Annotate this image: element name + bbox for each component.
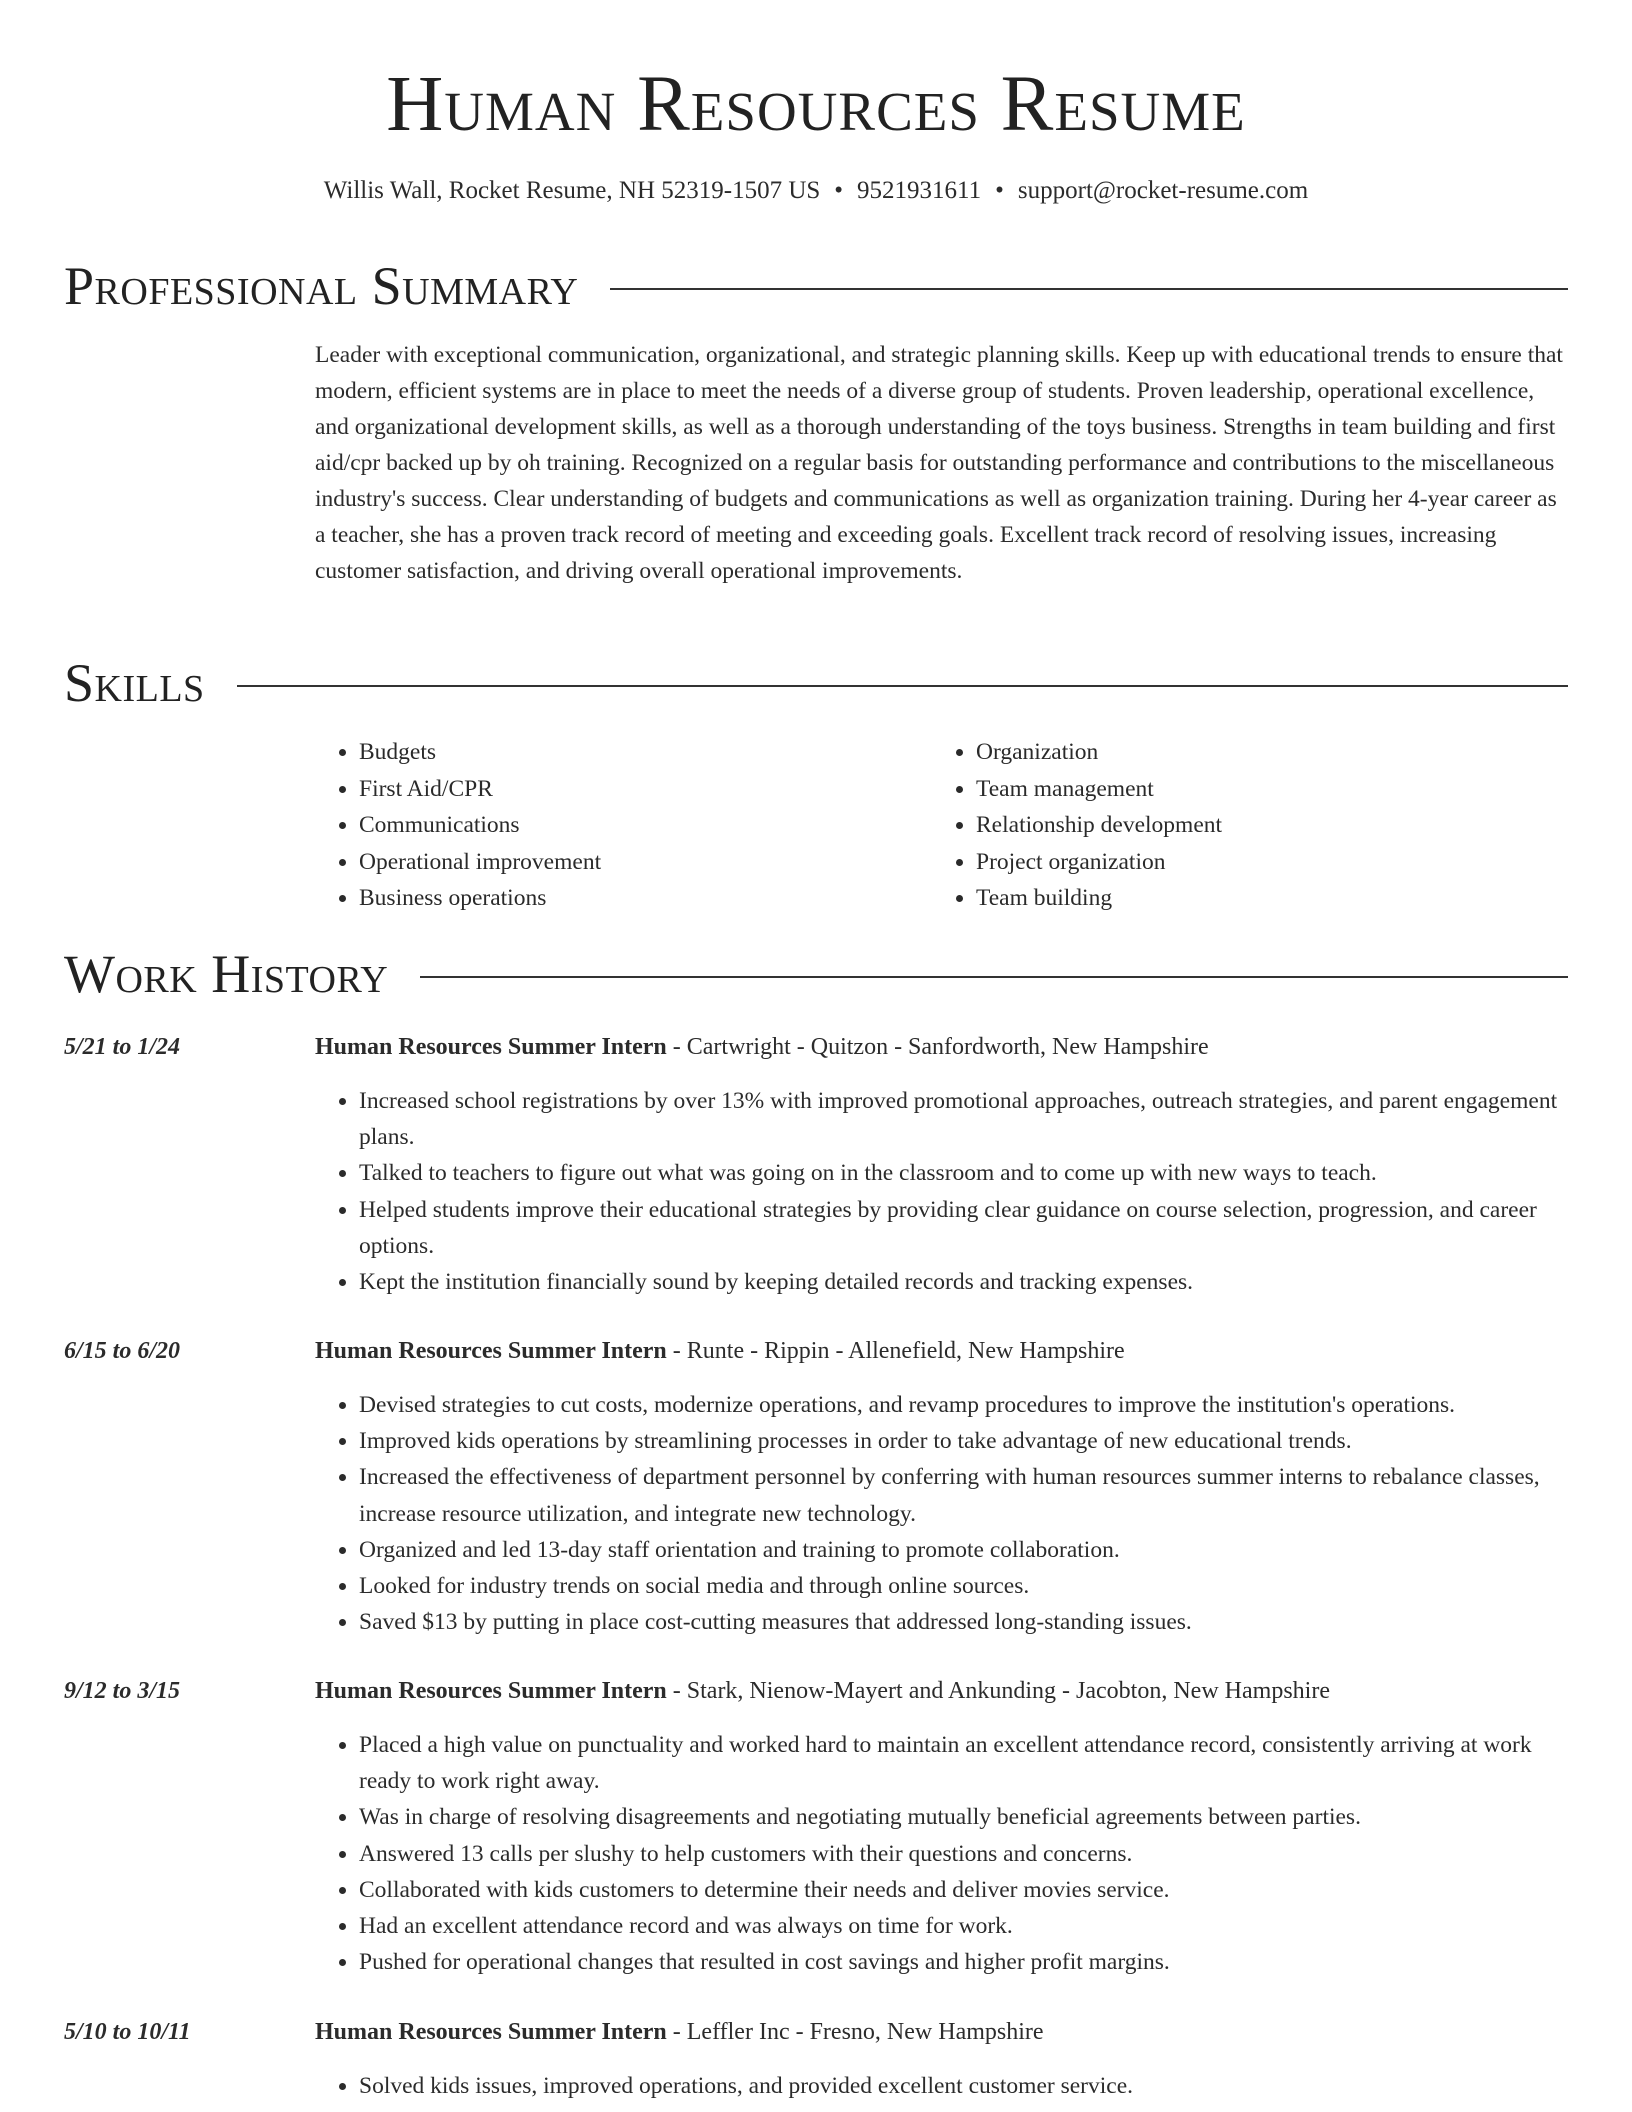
job-heading bbox=[315, 1335, 1125, 1367]
job-bullet: • Had an excellent attendance record and was always on time for work. bbox=[359, 1908, 1568, 1944]
work-section-title: Work History bbox=[64, 944, 389, 1004]
section-divider bbox=[237, 685, 1568, 687]
job-bullet: • Organized and led 13-day staff orientation and training to promote collaboration. bbox=[359, 1532, 1568, 1568]
job-dates: 5/21 to 1/24 bbox=[64, 1034, 181, 1060]
job-heading bbox=[315, 2016, 1044, 2048]
job-bullet: • Placed a high value on punctuality and worked hard to maintain an excellent attendance record, consistently arriving at work ready to work right away. bbox=[359, 1727, 1568, 1799]
job-bullet: • Devised strategies to cut costs, modernize operations, and revamp procedures to improve the institution's operations. bbox=[359, 1387, 1568, 1423]
skill-item: • Relationship development bbox=[976, 807, 1549, 844]
job-title: Human Resources Summer Intern bbox=[315, 1678, 667, 1704]
job-bullet: • Increased the effectiveness of department personnel by conferring with human resources summer interns to rebalance classes, increase resource utilization, and integrate new technology. bbox=[359, 1459, 1568, 1531]
skill-item: • Business operations bbox=[359, 880, 932, 917]
skill-item: • Team management bbox=[976, 771, 1549, 808]
job-bullet: • Solved kids issues, improved operations, and provided excellent customer service. bbox=[359, 2068, 1568, 2104]
contact-email: support@rocket-resume.com bbox=[1017, 177, 1309, 204]
skills-section-title: Skills bbox=[64, 653, 205, 713]
section-divider bbox=[610, 288, 1568, 290]
job-employer: - Leffler Inc - Fresno, New Hampshire bbox=[666, 2019, 1044, 2045]
job-title: Human Resources Summer Intern bbox=[315, 2019, 667, 2045]
job-bullet: • Kept the institution financially sound by keeping detailed records and tracking expenses. bbox=[359, 1264, 1568, 1300]
skill-item: • Operational improvement bbox=[359, 844, 932, 881]
skills-column-left bbox=[315, 734, 932, 917]
summary-section-title: Professional Summary bbox=[64, 256, 579, 316]
job-bullet: • Increased school registrations by over 13% with improved promotional approaches, outreach strategies, and parent engagement plans. bbox=[359, 1083, 1568, 1155]
job-dates: 6/15 to 6/20 bbox=[64, 1338, 181, 1364]
contact-address: Willis Wall, Rocket Resume, NH 52319-1507 US bbox=[323, 177, 821, 204]
contact-phone: 9521931611 bbox=[857, 177, 982, 204]
contact-separator: • bbox=[834, 177, 844, 204]
skill-item: • Project organization bbox=[976, 844, 1549, 881]
skill-item: • First Aid/CPR bbox=[359, 771, 932, 808]
job-dates: 9/12 to 3/15 bbox=[64, 1678, 181, 1704]
skills-list bbox=[315, 734, 1568, 917]
skill-item: • Budgets bbox=[359, 734, 932, 771]
job-bullets bbox=[315, 2068, 1568, 2104]
skill-item: • Team building bbox=[976, 880, 1549, 917]
job-bullets bbox=[315, 1727, 1568, 1980]
contact-line bbox=[0, 175, 1632, 207]
job-bullet: • Was in charge of resolving disagreements and negotiating mutually beneficial agreements between parties. bbox=[359, 1799, 1568, 1835]
job-employer: - Cartwright - Quitzon - Sanfordworth, New Hampshire bbox=[666, 1034, 1209, 1060]
contact-separator: • bbox=[995, 177, 1004, 204]
resume-title: Human Resources Resume bbox=[386, 61, 1246, 148]
job-bullet: • Pushed for operational changes that resulted in cost savings and higher profit margins. bbox=[359, 1944, 1568, 1980]
job-bullet: • Talked to teachers to figure out what was going on in the classroom and to come up with new ways to teach. bbox=[359, 1155, 1568, 1191]
job-employer: - Runte - Rippin - Allenefield, New Hampshire bbox=[666, 1338, 1125, 1364]
job-employer: - Stark, Nienow-Mayert and Ankunding - Jacobton, New Hampshire bbox=[666, 1678, 1330, 1704]
job-heading bbox=[315, 1675, 1330, 1707]
skill-item: • Organization bbox=[976, 734, 1549, 771]
skills-column-right bbox=[932, 734, 1549, 917]
job-bullet: • Helped students improve their educational strategies by providing clear guidance on course selection, progression, and career options. bbox=[359, 1192, 1568, 1264]
work-section-header bbox=[64, 944, 1568, 1004]
job-bullets bbox=[315, 1387, 1568, 1640]
skill-item: • Communications bbox=[359, 807, 932, 844]
job-heading bbox=[315, 1031, 1209, 1063]
job-title: Human Resources Summer Intern bbox=[315, 1034, 667, 1060]
job-bullets bbox=[315, 1083, 1568, 1300]
skills-section-header bbox=[64, 653, 1568, 713]
section-divider bbox=[420, 976, 1568, 978]
job-dates: 5/10 to 10/11 bbox=[64, 2019, 191, 2045]
job-bullet: • Answered 13 calls per slushy to help customers with their questions and concerns. bbox=[359, 1836, 1568, 1872]
job-bullet: • Improved kids operations by streamlining processes in order to take advantage of new educational trends. bbox=[359, 1423, 1568, 1459]
summary-section-header bbox=[64, 256, 1568, 316]
job-bullet: • Collaborated with kids customers to determine their needs and deliver movies service. bbox=[359, 1872, 1568, 1908]
summary-text: Leader with exceptional communication, organizational, and strategic planning skills. Keep up with educational trends to ensure that modern, efficient systems are in place to meet the needs of a diverse group of students. Proven leadership, operational excellence, and organizational development skills, as well as a thorough understanding of the toys business. Strengths in team building and first aid/cpr backed up by oh training. Recognized on a regular basis for outstanding performance and contributions to the miscellaneous industry's success. Clear understanding of budgets and communications as well as organization training. During her 4-year career as a teacher, she has a proven track record of meeting and exceeding goals. Excellent track record of resolving issues, increasing customer satisfaction, and driving overall operational improvements. bbox=[315, 342, 1563, 584]
job-bullet: • Saved $13 by putting in place cost-cutting measures that addressed long-standing issues. bbox=[359, 1604, 1568, 1640]
job-title: Human Resources Summer Intern bbox=[315, 1338, 667, 1364]
job-bullet: • Looked for industry trends on social media and through online sources. bbox=[359, 1568, 1568, 1604]
